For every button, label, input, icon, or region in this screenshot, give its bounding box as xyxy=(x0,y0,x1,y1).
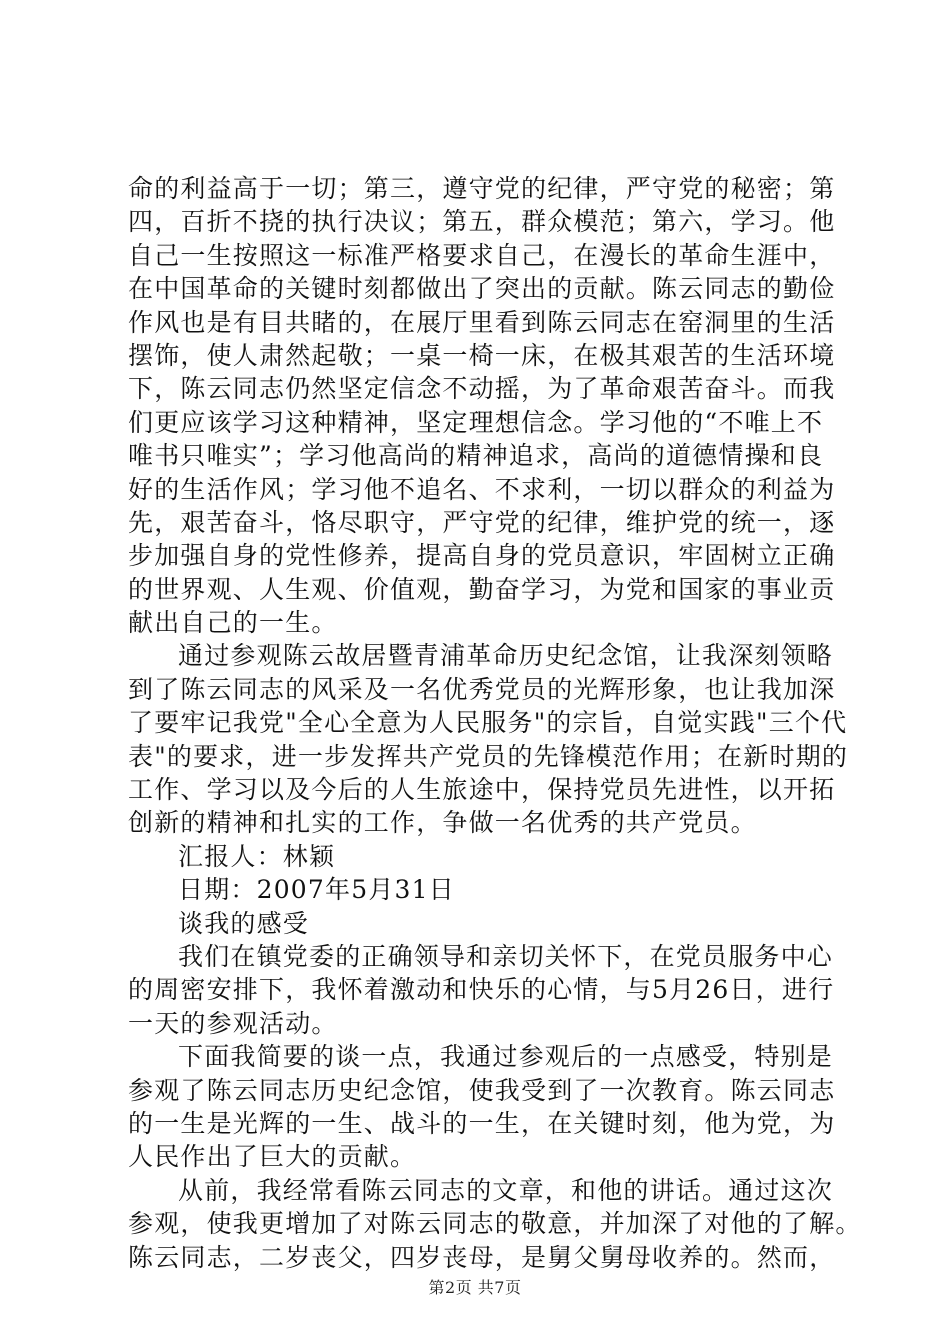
text-line: 工作、学习以及今后的人生旅途中，保持党员先进性，以开拓 xyxy=(128,775,836,805)
text-line: 表"的要求，进一步发挥共产党员的先锋模范作用；在新时期的 xyxy=(128,741,849,771)
document-body xyxy=(128,172,862,1274)
text-line: 摆饰，使人肃然起敬；一桌一椅一床，在极其艰苦的生活环境 xyxy=(128,340,836,370)
text-line: 创新的精神和扎实的工作，争做一名优秀的共产党员。 xyxy=(128,808,757,838)
text-line: 参观了陈云同志历史纪念馆，使我受到了一次教育。陈云同志 xyxy=(128,1075,836,1105)
text-line: 在中国革命的关键时刻都做出了突出的贡献。陈云同志的勤俭 xyxy=(128,274,836,304)
text-line: 人民作出了巨大的贡献。 xyxy=(128,1142,417,1172)
text-line: 们更应该学习这种精神，坚定理想信念。学习他的“不唯上不 xyxy=(128,407,824,437)
text-line: 了要牢记我党"全心全意为人民服务"的宗旨，自觉实践"三个代 xyxy=(128,708,848,738)
text-line: 的世界观、人生观、价值观，勤奋学习，为党和国家的事业贡 xyxy=(128,574,836,604)
text-line: 先，艰苦奋斗，恪尽职守，严守党的纪律，维护党的统一，逐 xyxy=(128,507,836,537)
paragraph-start-line: 我们在镇党委的正确领导和亲切关怀下，在党员服务中心 xyxy=(178,941,834,971)
page-number-footer: 第2页 共7页 xyxy=(428,1278,522,1297)
reporter-line: 汇报人：林颖 xyxy=(178,841,336,871)
paragraph-start-line: 从前，我经常看陈云同志的文章，和他的讲话。通过这次 xyxy=(178,1175,834,1205)
text-line: 好的生活作风；学习他不追名、不求利，一切以群众的利益为 xyxy=(128,474,836,504)
section-heading: 谈我的感受 xyxy=(178,908,310,938)
text-line: 唯书只唯实”；学习他高尚的精神追求，高尚的道德情操和良 xyxy=(128,441,824,471)
text-line: 四，百折不挠的执行决议；第五，群众模范；第六，学习。他 xyxy=(128,207,836,237)
text-line: 献出自己的一生。 xyxy=(128,608,338,638)
paragraph-start-line: 通过参观陈云故居暨青浦革命历史纪念馆，让我深刻领略 xyxy=(178,641,834,671)
text-line: 自己一生按照这一标准严格要求自己，在漫长的革命生涯中， xyxy=(128,240,836,270)
text-line: 命的利益高于一切；第三，遵守党的纪律，严守党的秘密；第 xyxy=(128,174,836,203)
text-line: 下，陈云同志仍然坚定信念不动摇，为了革命艰苦奋斗。而我 xyxy=(128,374,836,404)
text-line: 到了陈云同志的风采及一名优秀党员的光辉形象，也让我加深 xyxy=(128,674,836,704)
text-line: 参观，使我更增加了对陈云同志的敬意，并加深了对他的了解。 xyxy=(128,1209,862,1239)
text-line: 的周密安排下，我怀着激动和快乐的心情，与5月26日，进行 xyxy=(128,975,835,1005)
text-line: 陈云同志，二岁丧父，四岁丧母，是舅父舅母收养的。然而， xyxy=(128,1242,836,1272)
paragraph-start-line: 下面我简要的谈一点，我通过参观后的一点感受，特别是 xyxy=(178,1042,834,1072)
text-line: 步加强自身的党性修养，提高自身的党员意识，牢固树立正确 xyxy=(128,541,836,571)
date-line: 日期：2007年5月31日 xyxy=(178,875,455,905)
text-line: 的一生是光辉的一生、战斗的一生，在关键时刻，他为党，为 xyxy=(128,1108,836,1138)
text-line: 一天的参观活动。 xyxy=(128,1008,338,1038)
text-line: 作风也是有目共睹的，在展厅里看到陈云同志在窑洞里的生活 xyxy=(128,307,836,337)
